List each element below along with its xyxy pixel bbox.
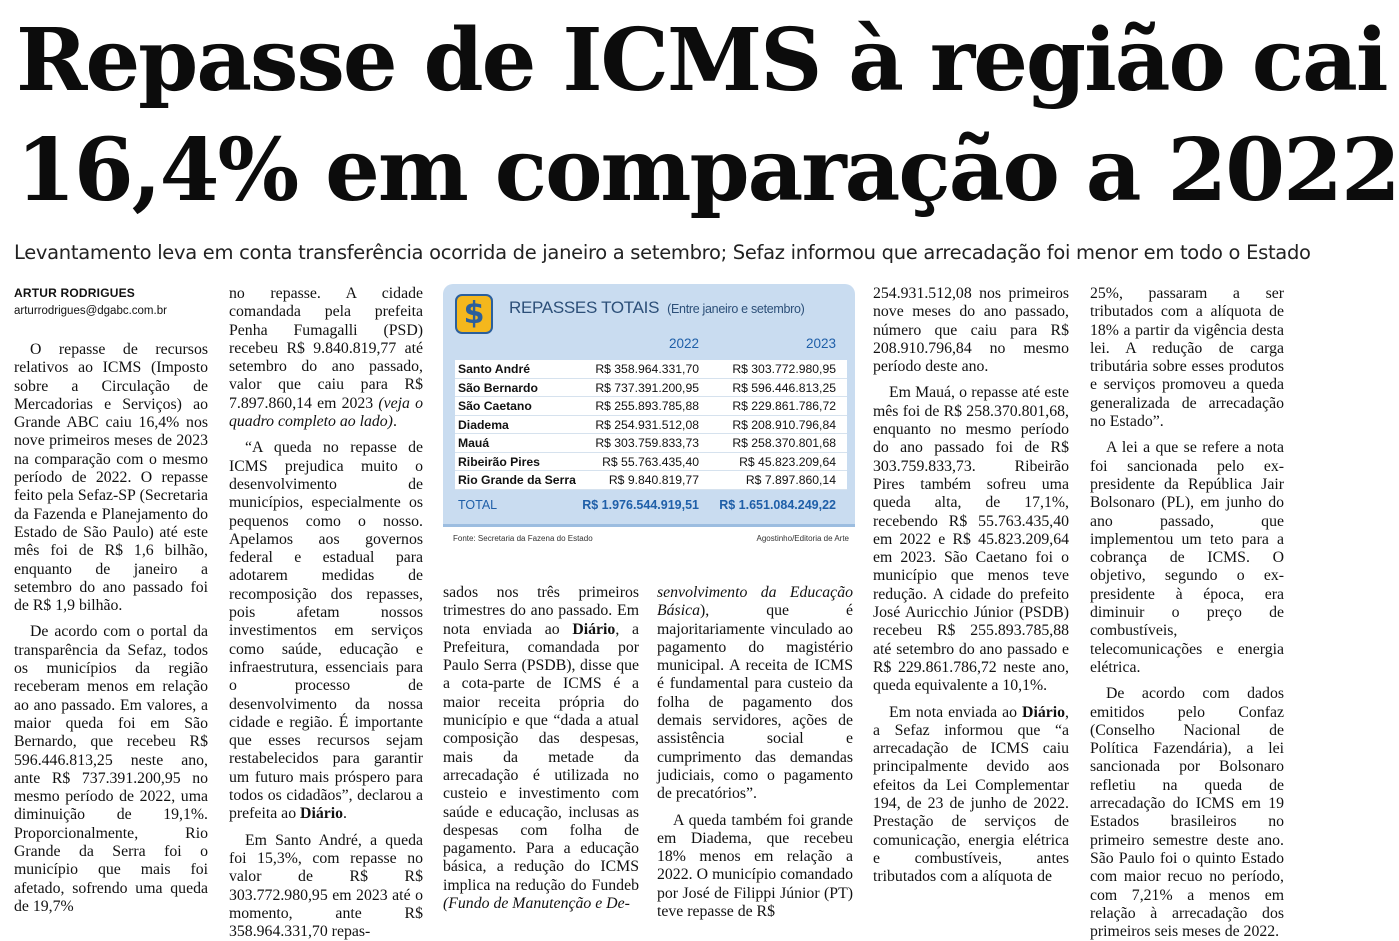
headline-line-1: Repasse de ICMS à região cai bbox=[16, 10, 1387, 111]
value-2023: R$ 258.370.801,68 bbox=[732, 436, 836, 450]
paragraph: O repasse de recursos relativos ao ICMS (Imposto sobre a Circulação de Mercadorias e Serviços) ao Grande ABC caiu 16,4% nos nove primeiros meses de 2023 na comparação com o mesmo período de 2022. O repasse feito pela Sefaz-SP (Secretaria da Fazenda e Planejamento do Estado de São Paulo) até este mês foi de R$ 1,6 bilhão, enquanto de janeiro a setembro do ano passado foi de R$ 1,9 bilhão. bbox=[14, 341, 208, 615]
table-row bbox=[455, 416, 847, 435]
city-name: São Caetano bbox=[458, 399, 532, 413]
total-2022: R$ 1.976.544.919,51 bbox=[582, 498, 699, 512]
infographic-footer bbox=[443, 524, 855, 548]
article-column-4 bbox=[657, 584, 853, 921]
value-2023: R$ 229.861.786,72 bbox=[732, 399, 836, 413]
paragraph: 25%, passaram a ser tributados com a alíquota de 18% a partir da vigência desta lei. A redução de carga tributária sobre esses produtos e serviços promoveu a queda generalizada de arrecadação no Estado”. bbox=[1090, 285, 1284, 431]
paragraph: Em Santo André, a queda foi 15,3%, com repasse no valor de R$ R$ 303.772.980,95 em 2023 até o momento, ante R$ 358.964.331,70 repas- bbox=[229, 831, 423, 941]
value-2023: R$ 208.910.796,84 bbox=[732, 417, 836, 432]
value-2022: R$ 55.763.435,40 bbox=[602, 454, 699, 469]
article-column-2 bbox=[229, 285, 423, 941]
city-name: Santo André bbox=[458, 362, 530, 376]
headline-line-2: 16,4% em comparação a 2022 bbox=[16, 120, 1399, 221]
paragraph: “A queda no repasse de ICMS prejudica muito o desenvolvimento de municípios, especialmente os pequenos como o nosso. Apelamos aos governos federal e estadual para adotarem medidas de recomposição dos repasses, pois afetam nossos investimentos em serviços como saúde, educação e infraestrutura, essenciais para o processo de desenvolvimento da nossa cidade e região. É importante que esses recursos sejam restabelecidos para garantir um futuro mais próspero para todos os cidadãos”, declarou a prefeita ao Diário. bbox=[229, 439, 423, 823]
total-label: TOTAL bbox=[458, 498, 498, 512]
article-column-6 bbox=[1090, 285, 1284, 941]
author-name: ARTUR RODRIGUES bbox=[14, 286, 136, 300]
paragraph: Em Mauá, o repasse até este mês foi de R$ 258.370.801,68, enquanto no mesmo período do ano passado foi de R$ 303.759.833,73. Ribeirão Pires também sofreu uma queda alta, de 17,1%, recebendo R$ 55.763.435,40 em 2022 e R$ 45.823.209,64 em 2023. São Caetano foi o município que menos teve redução. A cidade do prefeito José Auricchio Júnior (PSDB) recebeu R$ 255.893.785,88 até setembro do ano passado e R$ 229.861.786,72 neste ano, queda equivalente a 10,1%. bbox=[873, 384, 1069, 695]
article-column-1 bbox=[14, 341, 208, 916]
table-row bbox=[455, 379, 847, 398]
newspaper-name: Diário bbox=[1022, 703, 1066, 721]
table-header bbox=[455, 333, 847, 359]
value-2023: R$ 7.897.860,14 bbox=[745, 473, 836, 487]
year-2023-header: 2023 bbox=[805, 336, 836, 351]
value-2022: R$ 254.931.512,08 bbox=[595, 417, 699, 432]
paragraph: De acordo com o portal da transparência da Sefaz, todos os municípios da região receberam menos em relação ao ano passado. Em valores, a maior queda foi em São Bernardo, que recebeu R$ 596.446.813,25 neste ano, ante R$ 737.391.200,95 no mesmo período de 2022, uma diminuição de 19,1%. Proporcionalmente, Rio Grande da Serra foi o município que mais foi afetado, sofrendo uma queda de 19,7% bbox=[14, 623, 208, 915]
infographic-subtitle: (Entre janeiro e setembro) bbox=[667, 302, 805, 316]
repasses-infographic bbox=[443, 284, 855, 548]
city-name: Rio Grande da Serra bbox=[458, 473, 576, 487]
total-2023: R$ 1.651.084.249,22 bbox=[719, 498, 836, 512]
value-2023: R$ 596.446.813,25 bbox=[732, 380, 836, 395]
city-name: Mauá bbox=[458, 436, 490, 450]
paragraph: senvolvimento da Educação Básica), que é majoritariamente vinculado ao pagamento do magistério municipal. A receita de ICMS é fundamental para custeio da folha de pagamento dos demais servidores, ações de assistência social e cumprimento das demandas judiciais, como o pagamento de precatórios”. bbox=[657, 584, 853, 803]
paragraph: A queda também foi grande em Diadema, que recebeu 18% menos em relação a 2022. O município comandado por José de Filippi Júnior (PT) teve repasse de R$ bbox=[657, 811, 853, 921]
author-email: arturrodrigues@dgabc.com.br bbox=[14, 305, 167, 317]
value-2022: R$ 737.391.200,95 bbox=[595, 380, 699, 395]
paragraph: De acordo com dados emitidos pelo Confaz (Conselho Nacional de Política Fazendária), a lei sancionada por Bolsonaro refletiu na queda de arrecadação do ICMS em 19 Estados brasileiros no primeiro semestre deste ano. São Paulo foi o quinto Estado com maior recuo no período, com 7,21% a menos em relação à arrecadação dos primeiros seis meses de 2022. bbox=[1090, 685, 1284, 941]
infographic-header bbox=[443, 284, 855, 336]
paragraph: 254.931.512,08 nos primeiros nove meses do ano passado, número que caiu para R$ 208.910.796,84 no mesmo período deste ano. bbox=[873, 285, 1069, 376]
paragraph: sados nos três primeiros trimestres do ano passado. Em nota enviada ao Diário, a Prefeitura, comandada por Paulo Serra (PSDB), disse que a cota-parte de ICMS é a maior receita própria do município e que “dada a atual composição das despesas, mais da metade da arrecadação é utilizada no custeio e investimento com saúde e educação, inclusas as despesas com folha de pagamento. Para a educação básica, a redução do ICMS implica na redução do Fundeb (Fundo de Manutenção e De- bbox=[443, 584, 639, 913]
city-name: São Bernardo bbox=[458, 380, 538, 395]
city-name: Diadema bbox=[458, 417, 509, 432]
value-2023: R$ 303.772.980,95 bbox=[732, 362, 836, 376]
paragraph: Em nota enviada ao Diário, a Sefaz informou que “a arrecadação de ICMS caiu principalmente devido aos efeitos da Lei Complementar 194, de 23 de junho de 2022. Prestação de serviços de comunicação, energia elétrica e combustíveis, antes tributados com a alíquota de bbox=[873, 703, 1069, 886]
table-row bbox=[455, 453, 847, 472]
value-2022: R$ 358.964.331,70 bbox=[595, 362, 699, 376]
value-2022: R$ 9.840.819,77 bbox=[608, 473, 699, 487]
value-2022: R$ 255.893.785,88 bbox=[595, 399, 699, 413]
newspaper-name: Diário bbox=[572, 620, 616, 638]
value-2023: R$ 45.823.209,64 bbox=[739, 454, 836, 469]
table-row bbox=[455, 360, 847, 379]
table-body bbox=[455, 360, 847, 490]
headline bbox=[16, 6, 1399, 226]
newspaper-name: Diário bbox=[300, 805, 344, 823]
dollar-coin-icon: $ bbox=[455, 294, 493, 334]
table-total-row bbox=[455, 493, 847, 517]
table-row bbox=[455, 397, 847, 416]
infographic-source: Fonte: Secretaria da Fazena do Estado bbox=[453, 534, 593, 543]
table-row bbox=[455, 434, 847, 453]
year-2022-header: 2022 bbox=[668, 336, 699, 351]
subtitle: Levantamento leva em conta transferência ocorrida de janeiro a setembro; Sefaz informou que arrecadação foi menor em todo o Estado bbox=[14, 241, 1311, 264]
infographic-credit: Agostinho/Editoria de Arte bbox=[756, 534, 849, 543]
city-name: Ribeirão Pires bbox=[458, 454, 540, 469]
table-row bbox=[455, 471, 847, 490]
article-column-5 bbox=[873, 285, 1069, 887]
infographic-title: REPASSES TOTAIS (Entre janeiro e setembro) bbox=[509, 298, 805, 317]
paragraph: no repasse. A cidade comandada pela prefeita Penha Fumagalli (PSD) recebeu R$ 9.840.819,77 até setembro do ano passado, valor que caiu para R$ 7.897.860,14 em 2023 (veja o quadro completo ao lado). bbox=[229, 285, 423, 431]
value-2022: R$ 303.759.833,73 bbox=[595, 436, 699, 450]
paragraph: A lei a que se refere a nota foi sancionada pelo ex-presidente da República Jair Bolsonaro (PL), em junho do ano passado, que implementou um teto para a cobrança de ICMS. O objetivo, segundo o ex-presidente à época, era diminuir o preço de combustíveis, telecomunicações e energia elétrica. bbox=[1090, 439, 1284, 676]
article-column-3 bbox=[443, 584, 639, 913]
byline bbox=[14, 286, 214, 317]
